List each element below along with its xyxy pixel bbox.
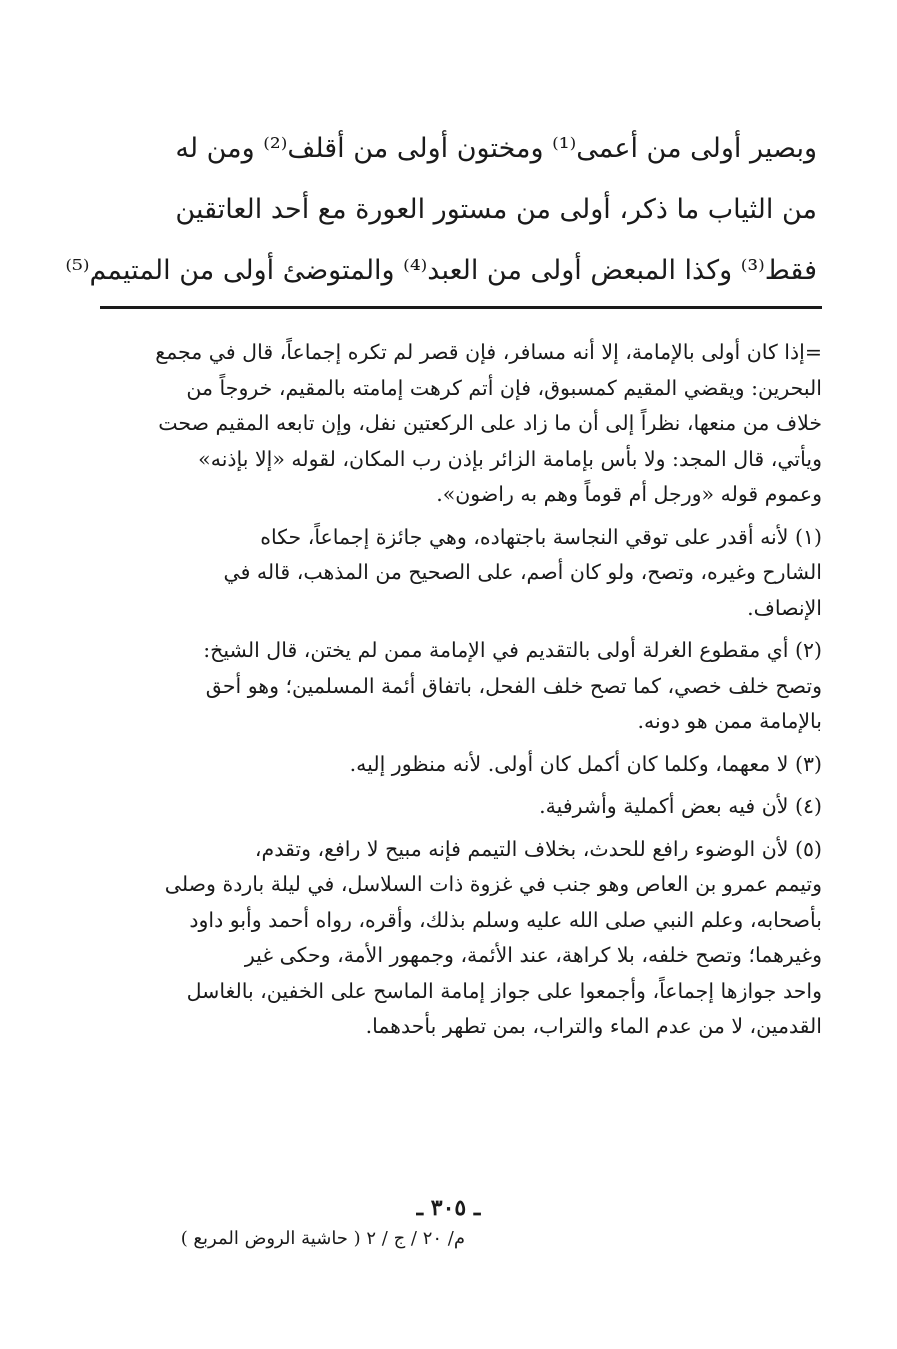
- footnote-line: =إذا كان أولى بالإمامة، إلا أنه مسافر، فإن قصر لم تكره إجماعاً، قال في مجمع: [155, 340, 822, 364]
- footnote-line: وتيمم عمرو بن العاص وهو جنب في غزوة ذات السلاسل، في ليلة باردة وصلى: [164, 872, 822, 896]
- footnote-line: وتصح خلف خصي، كما تصح خلف الفحل، باتفاق أئمة المسلمين؛ وهو أحق: [205, 673, 822, 698]
- footnote-4: [100, 789, 822, 825]
- footnote-line: (٢) أي مقطوع الغرلة أولى بالتقديم في الإمامة ممن لم يختن، قال الشيخ:: [203, 638, 822, 662]
- footnote-line: خلاف من منعها، نظراً إلى أن ما زاد على الركعتين نفل، وإن تابعه المقيم صحت: [158, 411, 822, 435]
- footnote-line: وغيرهما؛ وتصح خلفه، بلا كراهة، عند الأئمة، وجمهور الأمة، وحكى غير: [244, 943, 822, 967]
- footnote-continuation: [100, 335, 822, 513]
- footnote-separator: [100, 306, 822, 309]
- footnote-line: البحرين: ويقضي المقيم كمسبوق، فإن أتم كرهت إمامته بالمقيم، خروجاً من: [186, 375, 822, 400]
- footnote-line: (٤) لأن فيه بعض أكملية وأشرفية.: [539, 794, 822, 818]
- printer-signature: م/ ٢٠ / ج / ٢ ( حاشية الروض المربع ): [180, 1228, 465, 1249]
- page-number: ـ ٣٠٥ ـ: [416, 1195, 481, 1221]
- footnote-line: الإنصاف.: [747, 595, 822, 620]
- footnote-line: ويأتي، قال المجد: ولا بأس بإمامة الزائر بإذن رب المكان، لقوله «إلا بإذنه»: [198, 446, 822, 471]
- footnote-5: [100, 832, 822, 1045]
- footnote-line: القدمين، لا من عدم الماء والتراب، بمن تطهر بأحدهما.: [365, 1014, 822, 1038]
- footnote-line: واحد جوازها إجماعاً، وأجمعوا على جواز إمامة الماسح على الخفين، بالغاسل: [186, 978, 822, 1003]
- footnote-line: الشارح وغيره، وتصح، ولو كان أصم، على الصحيح من المذهب، قاله في: [223, 560, 822, 584]
- footnote-line: وعموم قوله «ورجل أم قوماً وهم به راضون».: [436, 482, 822, 506]
- main-text: [65, 118, 817, 301]
- main-text-line: فقط⁽³⁾ وكذا المبعض أولى من العبد⁽⁴⁾ والمتوضئ أولى من المتيمم⁽⁵⁾: [65, 255, 817, 286]
- footnote-line: (٥) لأن الوضوء رافع للحدث، بخلاف التيمم فإنه مبيح لا رافع، وتقدم،: [254, 836, 822, 861]
- footnote-line: (٣) لا معهما، وكلما كان أكمل كان أولى. لأنه منظور إليه.: [349, 751, 822, 776]
- footnote-1: [100, 520, 822, 627]
- footnotes: [100, 335, 822, 1052]
- footnote-line: (١) لأنه أقدر على توقي النجاسة باجتهاده، وهي جائزة إجماعاً، حكاه: [260, 524, 822, 549]
- footnote-3: [100, 747, 822, 783]
- footnote-line: بالإمامة ممن هو دونه.: [637, 709, 822, 733]
- main-text-line: وبصير أولى من أعمى⁽¹⁾ ومختون أولى من أقلف⁽²⁾ ومن له: [175, 133, 817, 164]
- footnote-line: بأصحابه، وعلم النبي صلى الله عليه وسلم بذلك، وأقره، رواه أحمد وأبو داود: [189, 907, 822, 932]
- footnote-2: [100, 633, 822, 740]
- main-text-line: من الثياب ما ذكر، أولى من مستور العورة مع أحد العاتقين: [175, 194, 817, 225]
